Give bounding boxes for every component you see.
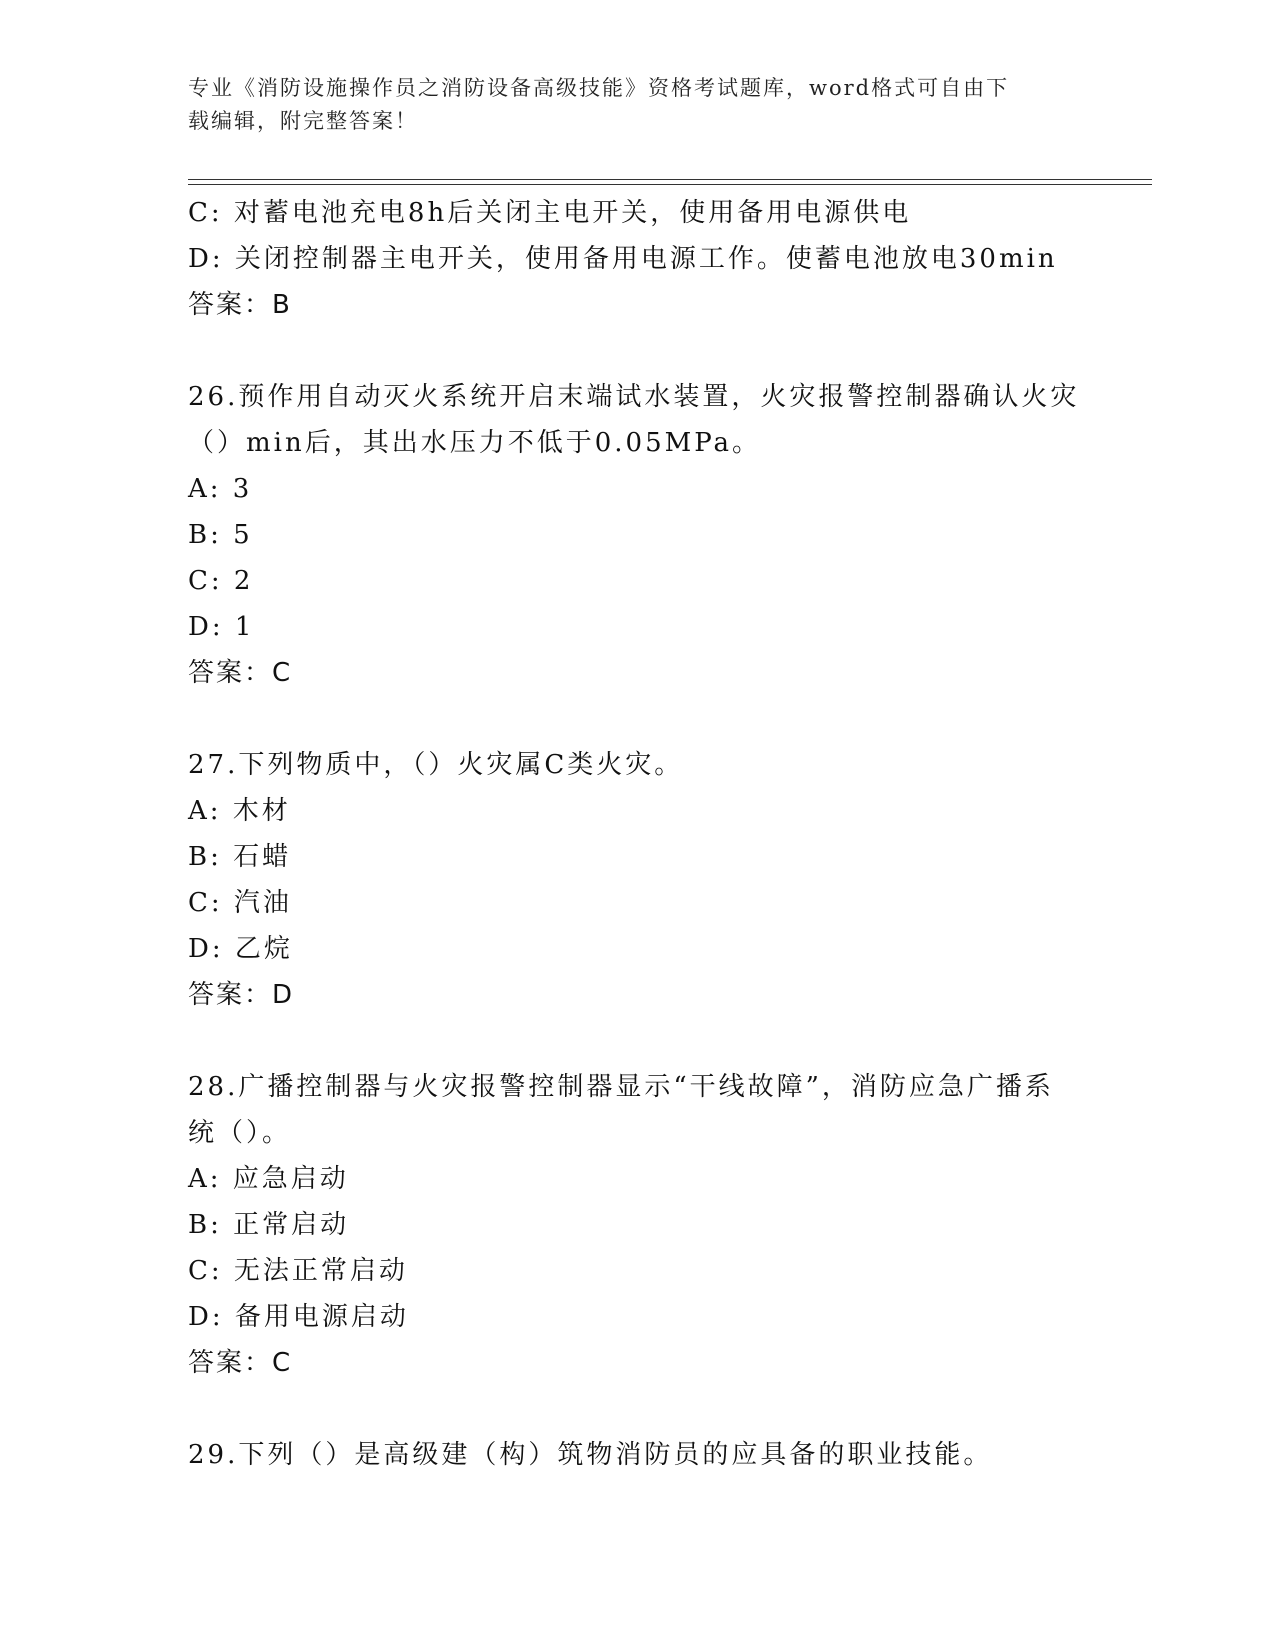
option-c: C: 汽油 bbox=[188, 888, 292, 918]
option-c: C: 对蓄电池充电8h后关闭主电开关，使用备用电源供电 bbox=[188, 198, 912, 228]
question-stem-continued: （）min后，其出水压力不低于0.05MPa。 bbox=[188, 428, 762, 458]
header-line-2: 载编辑，附完整答案！ bbox=[188, 109, 418, 133]
document-header bbox=[188, 72, 1078, 138]
question-stem: 28.广播控制器与火灾报警控制器显示“干线故障”，消防应急广播系 bbox=[188, 1072, 1054, 1102]
question-28 bbox=[188, 1064, 1088, 1386]
header-divider-top bbox=[188, 179, 1152, 180]
header-divider-bottom bbox=[188, 184, 1152, 185]
option-b: B: 5 bbox=[188, 520, 253, 550]
answer-label: 答案：C bbox=[188, 658, 293, 688]
option-d: D: 乙烷 bbox=[188, 934, 293, 964]
question-stem: 27.下列物质中，（）火灾属C类火灾。 bbox=[188, 750, 684, 780]
answer-label: 答案：B bbox=[188, 290, 292, 320]
option-b: B: 正常启动 bbox=[188, 1210, 350, 1240]
previous-question-tail bbox=[188, 190, 1088, 328]
spacer bbox=[188, 1386, 1088, 1432]
question-stem: 26.预作用自动灭火系统开启末端试水装置，火灾报警控制器确认火灾 bbox=[188, 382, 1080, 412]
option-b: B: 石蜡 bbox=[188, 842, 292, 872]
answer-label: 答案：D bbox=[188, 980, 295, 1010]
spacer bbox=[188, 328, 1088, 374]
spacer bbox=[188, 696, 1088, 742]
question-stem: 29.下列（）是高级建（构）筑物消防员的应具备的职业技能。 bbox=[188, 1440, 993, 1470]
question-26 bbox=[188, 374, 1088, 696]
option-a: A: 应急启动 bbox=[188, 1164, 349, 1194]
option-c: C: 2 bbox=[188, 566, 254, 596]
question-list bbox=[188, 190, 1088, 1478]
option-d: D: 关闭控制器主电开关，使用备用电源工作。使蓄电池放电30min bbox=[188, 244, 1058, 274]
option-c: C: 无法正常启动 bbox=[188, 1256, 408, 1286]
option-d: D: 1 bbox=[188, 612, 255, 642]
answer-label: 答案：C bbox=[188, 1348, 293, 1378]
header-line-1: 专业《消防设施操作员之消防设备高级技能》资格考试题库，word格式可自由下 bbox=[188, 76, 1010, 100]
option-a: A: 木材 bbox=[188, 796, 291, 826]
option-d: D: 备用电源启动 bbox=[188, 1302, 409, 1332]
question-27 bbox=[188, 742, 1088, 1018]
question-stem-continued: 统（）。 bbox=[188, 1118, 292, 1148]
question-29 bbox=[188, 1432, 1088, 1478]
spacer bbox=[188, 1018, 1088, 1064]
option-a: A: 3 bbox=[188, 474, 253, 504]
